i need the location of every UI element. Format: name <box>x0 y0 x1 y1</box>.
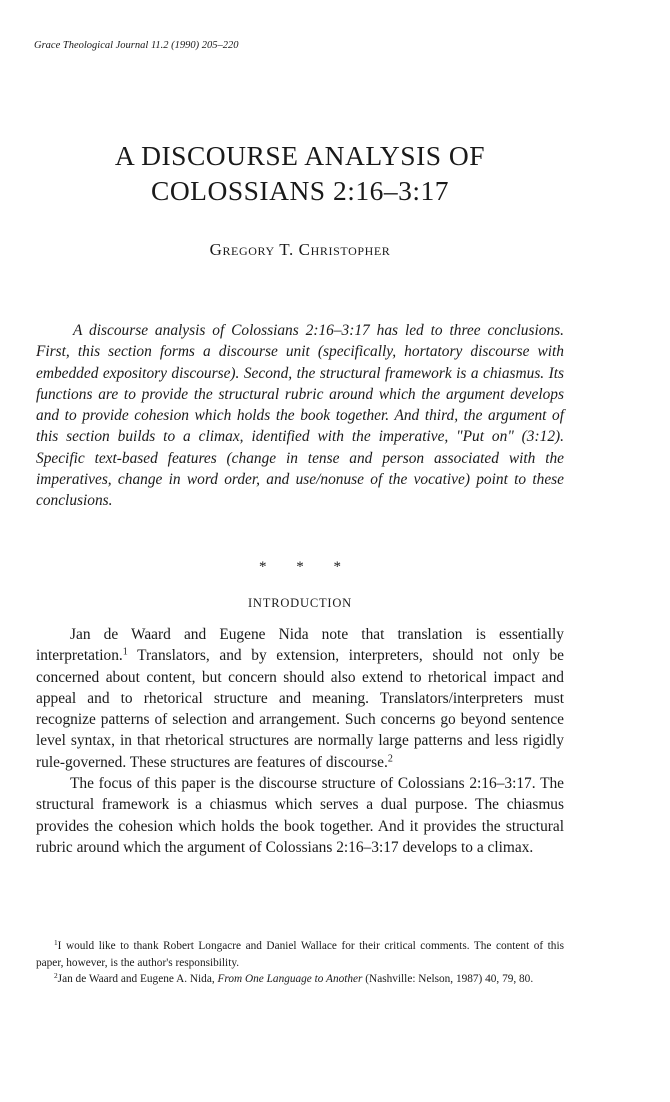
title-line-1: A DISCOURSE ANALYSIS OF <box>114 140 486 171</box>
section-separator: * * * <box>259 559 341 575</box>
title-line-2: COLOSSIANS 2:16–3:17 <box>150 175 450 206</box>
footnotes <box>36 938 564 988</box>
footnote-ref[interactable]: 2 <box>387 753 393 765</box>
running-head: Grace Theological Journal 11.2 (1990) 205–220 <box>34 40 239 51</box>
author-name: Gregory T. Christopher <box>209 240 391 259</box>
footnote-ref[interactable]: 1 <box>122 646 128 658</box>
paragraph-text: Jan de Waard and Eugene Nida note that translation is essentially interpretation. <box>36 626 564 665</box>
footnote-text: (Nashville: Nelson, 1987) 40, 79, 80. <box>362 973 534 985</box>
paragraph: The focus of this paper is the discourse structure of Colossians 2:16–3:17. The structural framework is a chiasmus which serves a dual purpose. The chiasmus provides the cohesion which holds the book together. And it provides the structural rubric around which the argument of Colossians 2:16–3:17 develops to a climax. <box>36 775 564 856</box>
footnote <box>36 971 564 988</box>
footnote-text: I would like to thank Robert Longacre and Daniel Wallace for their critical comments. The content of this paper, however, is the author's responsibility. <box>36 940 564 969</box>
body-text <box>36 624 564 858</box>
footnote-text: Jan de Waard and Eugene A. Nida, <box>57 973 218 985</box>
abstract: A discourse analysis of Colossians 2:16–3:17 has led to three conclusions. First, this section forms a discourse unit (specifically, hortatory discourse with embedded expository discourse). Second, the structural framework is a chiasmus. Its functions are to provide the structural rubric around which the argument develops and to provide cohesion which holds the book together. And third, the argument of this section builds to a climax, identified with the imperative, "Put on" (3:12). Specific text-based features (change in tense and person associated with the imperatives, change in word order, and use/nonuse of the vocative) point to these conclusions. <box>36 322 564 510</box>
article-title <box>0 138 600 208</box>
footnote-marker: 2 <box>54 970 58 980</box>
paragraph-text: Translators, and by extension, interpreters, should not only be concerned about content, but concern should also extend to rhetorical impact and appeal and to rhetorical structure and meaning. Translators/interpreters must recognize patterns of selection and arrangement. Such concerns go beyond sentence level syntax, in that rhetorical structures are normally large patterns and less rigidly rule-governed. These structures are features of discourse. <box>36 647 564 771</box>
paragraph <box>36 624 564 773</box>
footnote <box>36 938 564 971</box>
section-heading: INTRODUCTION <box>247 596 353 610</box>
cited-book-title: From One Language to Another <box>217 973 363 985</box>
footnote-marker: 1 <box>54 937 58 947</box>
